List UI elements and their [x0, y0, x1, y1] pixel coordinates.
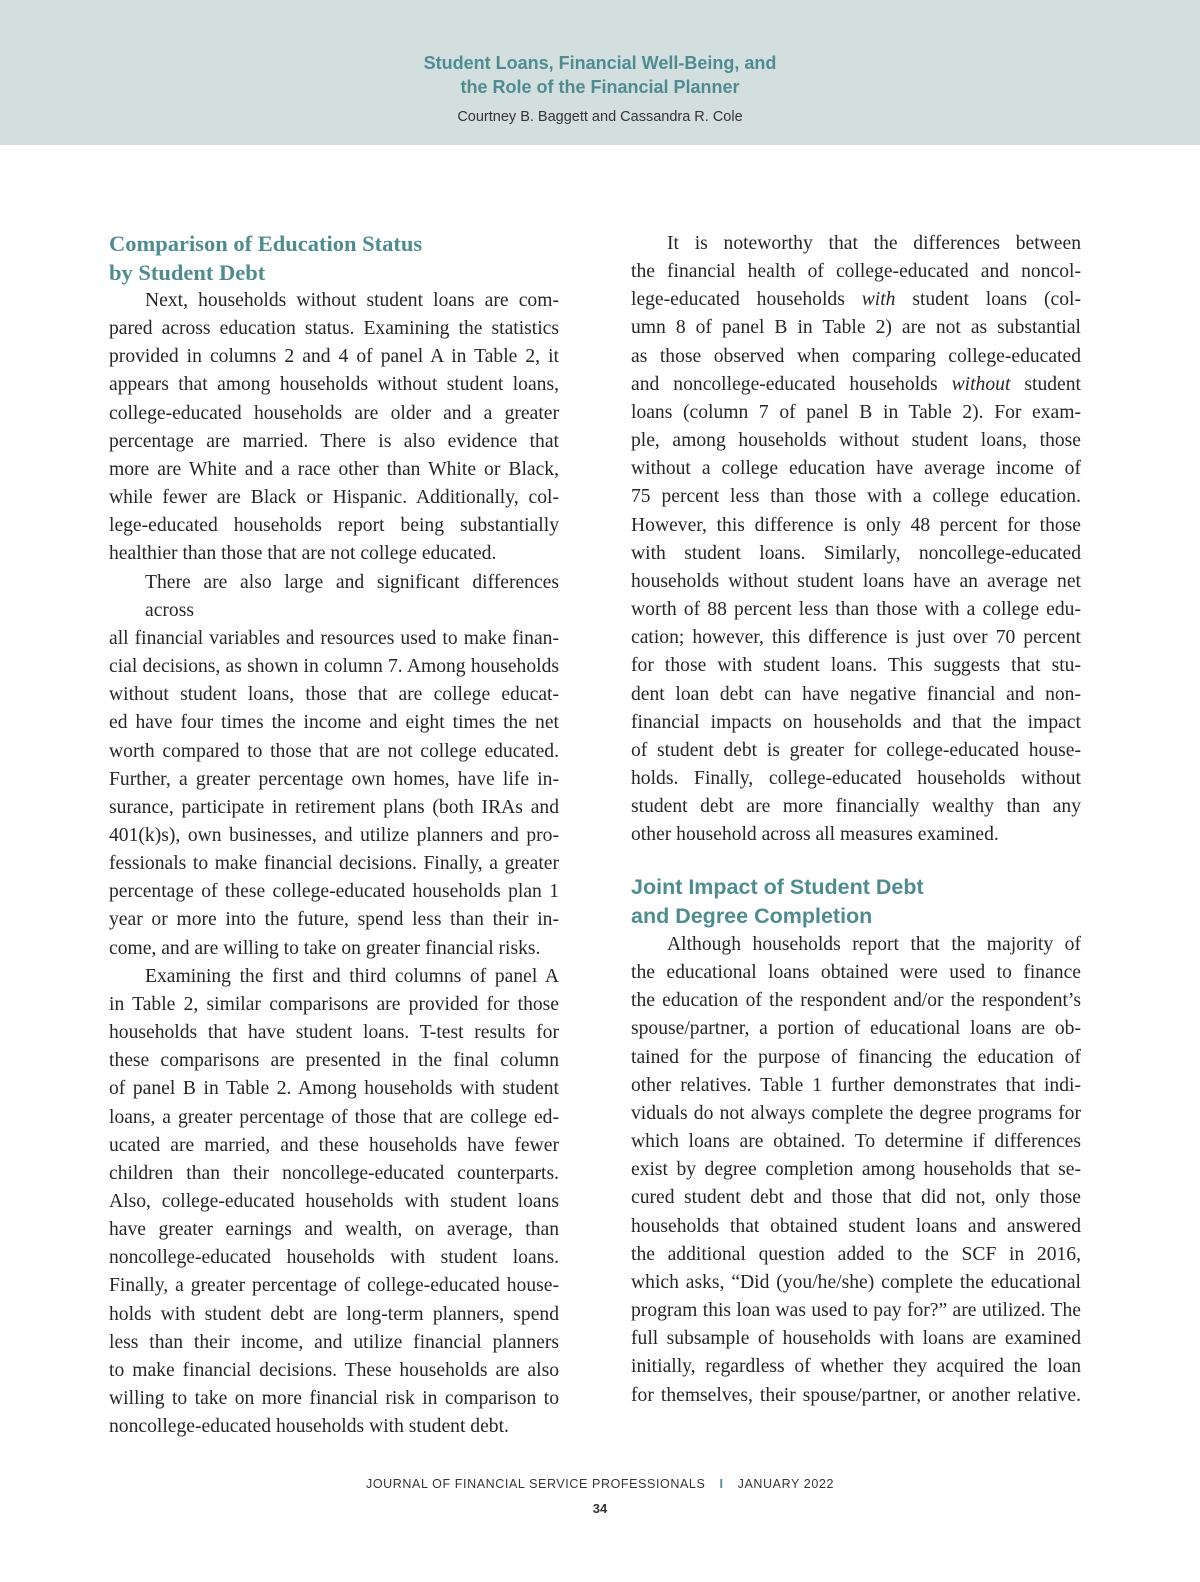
section-heading-joint-impact: [631, 873, 1081, 930]
text-line: these comparisons are presented in the final column: [109, 1050, 559, 1072]
text-line: other relatives. Table 1 further demonstrates that indi-: [631, 1074, 1081, 1096]
text-line: the additional question added to the SCF in 2016,: [631, 1243, 1081, 1265]
text-line: worth compared to those that are not college educated.: [109, 740, 559, 762]
text-line: households that obtained student loans and answered: [631, 1215, 1081, 1237]
left-column: [109, 230, 559, 1441]
text-line: It is noteworthy that the differences between: [667, 233, 1081, 254]
text-line: Further, a greater percentage own homes, have life in-: [109, 768, 559, 790]
text-line: year or more into the future, spend less than their in-: [109, 909, 559, 931]
text-line: more are White and a race other than White or Black,: [109, 458, 559, 480]
heading-text: [631, 873, 1081, 930]
article-authors: Courtney B. Baggett and Cassandra R. Cole: [457, 109, 743, 125]
text-line: loans (column 7 of panel B in Table 2). For exam-: [631, 401, 1081, 423]
text-line: while fewer are Black or Hispanic. Additionally, col-: [109, 487, 559, 509]
text-line: [631, 371, 1081, 399]
text-run: student: [1010, 373, 1081, 395]
text-line: less than their income, and utilize financial planners: [109, 1331, 559, 1353]
text-line: all financial variables and resources used to make finan-: [109, 627, 559, 649]
text-line: ed have four times the income and eight times the net: [109, 712, 559, 734]
section-heading-education-status: [109, 230, 559, 287]
heading-line: by Student Debt: [109, 259, 266, 285]
text-line: 75 percent less than those with a college education.: [631, 486, 1081, 508]
text-line: holds. Finally, college-educated households without: [631, 767, 1081, 789]
text-line: as those observed when comparing college-educated: [631, 345, 1081, 367]
text-line: appears that among households without student loans,: [109, 374, 559, 396]
text-line: to make financial decisions. These households are also: [109, 1359, 559, 1381]
text-line: [631, 286, 1081, 314]
text-line: Although households report that the majority of: [667, 934, 1081, 955]
paragraph-households-with-loans: [109, 963, 559, 1442]
text-line: households without student loans have an average net: [631, 570, 1081, 592]
page-footer: [0, 1475, 1200, 1493]
paragraph-degree-completion: [631, 931, 1081, 1410]
article-title-line-1: Student Loans, Financial Well-Being, and: [423, 53, 777, 73]
text-line: umn 8 of panel B in Table 2) are not as substantial: [631, 317, 1081, 339]
text-line: exist by degree completion among households that se-: [631, 1159, 1081, 1181]
text-line: Also, college-educated households with student loans: [109, 1191, 559, 1212]
text-run: and noncollege-educated households: [631, 373, 952, 395]
text-line: the educational loans obtained were used to finance: [631, 962, 1081, 984]
text-line: healthier than those that are not college educated.: [109, 543, 497, 565]
text-line: children than their noncollege-educated counterparts.: [109, 1162, 559, 1184]
text-line: initially, regardless of whether they acquired the loan: [631, 1356, 1081, 1378]
text-line: holds with student debt are long-term planners, spend: [109, 1303, 559, 1325]
emphasis-without: without: [951, 373, 1011, 395]
journal-name: JOURNAL OF FINANCIAL SERVICE PROFESSIONALS: [366, 1477, 706, 1491]
paragraph-noteworthy-differences: [631, 230, 1081, 849]
text-line: cial decisions, as shown in column 7. Among households: [109, 656, 559, 678]
issue-date: JANUARY 2022: [737, 1477, 834, 1491]
text-line: financial impacts on households and that the impact: [631, 711, 1081, 733]
heading-line: and Degree Completion: [631, 903, 873, 928]
text-line: noncollege-educated households with student loans.: [109, 1247, 559, 1269]
text-line: which asks, “Did (you/he/she) complete the educational: [631, 1271, 1081, 1293]
text-line: lege-educated households report being substantially: [109, 515, 559, 537]
text-line: for those with student loans. This suggests that stu-: [631, 655, 1081, 677]
text-line: Next, households without student loans are com-: [145, 290, 559, 311]
text-line: There are also large and significant differences across: [145, 571, 559, 621]
text-line: pared across education status. Examining the statistics: [109, 318, 559, 340]
text-line: program this loan was used to pay for?” are utilized. The: [631, 1300, 1081, 1322]
text-line: for themselves, their spouse/partner, or another relative.: [631, 1384, 1081, 1406]
text-line: of panel B in Table 2. Among households with student: [109, 1078, 559, 1100]
paragraph-financial-differences: [109, 569, 559, 963]
text-line: However, this difference is only 48 percent for those: [631, 514, 1081, 536]
right-column: [631, 230, 1081, 849]
text-line: noncollege-educated households with student debt.: [109, 1416, 509, 1438]
article-title-line-2: the Role of the Financial Planner: [460, 77, 740, 97]
header-band: [0, 0, 1200, 145]
text-line: the education of the respondent and/or the respondent’s: [631, 990, 1081, 1012]
heading-line: Joint Impact of Student Debt: [631, 875, 924, 899]
text-line: percentage are married. There is also evidence that: [109, 430, 559, 452]
text-line: which loans are obtained. To determine if differences: [631, 1131, 1081, 1153]
text-line: of student debt is greater for college-educated house-: [631, 739, 1081, 761]
text-line: Finally, a greater percentage of college-educated house-: [109, 1275, 559, 1297]
text-run: student loans (col-: [895, 289, 1081, 311]
text-line: worth of 88 percent less than those with a college edu-: [631, 599, 1081, 621]
text-line: provided in columns 2 and 4 of panel A in Table 2, it: [109, 346, 559, 368]
text-line: have greater earnings and wealth, on average, than: [109, 1219, 559, 1241]
page-number: 34: [592, 1501, 608, 1516]
text-line: in Table 2, similar comparisons are provided for those: [109, 993, 559, 1015]
text-line: full subsample of households with loans are examined: [631, 1328, 1081, 1350]
text-line: percentage of these college-educated households plan 1: [109, 881, 559, 903]
text-line: cation; however, this difference is just over 70 percent: [631, 627, 1081, 649]
text-line: ple, among households without student loans, those: [631, 430, 1081, 452]
text-line: fessionals to make financial decisions. Finally, a greater: [109, 853, 559, 875]
text-line: come, and are willing to take on greater financial risks.: [109, 937, 541, 959]
text-line: other household across all measures examined.: [631, 824, 999, 846]
text-line: willing to take on more financial risk in comparison to: [109, 1388, 559, 1410]
text-line: Examining the first and third columns of panel A: [145, 965, 559, 987]
text-line: tained for the purpose of financing the education of: [631, 1046, 1081, 1068]
text-line: student debt are more financially wealthy than any: [631, 796, 1081, 818]
text-run: lege-educated households: [631, 289, 862, 311]
text-line: loans, a greater percentage of those that are college ed-: [109, 1106, 559, 1128]
text-line: spouse/partner, a portion of educational loans are ob-: [631, 1018, 1081, 1040]
text-line: without a college education have average income of: [631, 458, 1081, 480]
text-line: viduals do not always complete the degree programs for: [631, 1102, 1081, 1124]
paragraph-education-no-loans: [109, 287, 559, 569]
text-line: with student loans. Similarly, noncollege-educated: [631, 542, 1081, 564]
heading-line: Comparison of Education Status: [109, 231, 423, 256]
footer-separator: I: [719, 1477, 724, 1491]
text-line: households that have student loans. T-test results for: [109, 1022, 559, 1044]
text-line: the financial health of college-educated and noncol-: [631, 261, 1081, 283]
text-line: 401(k)s), own businesses, and utilize planners and pro-: [109, 824, 559, 846]
text-line: college-educated households are older and a greater: [109, 402, 559, 424]
emphasis-with: with: [861, 289, 896, 311]
text-line: cured student debt and those that did not, only those: [631, 1187, 1081, 1209]
text-line: without student loans, those that are college educat-: [109, 684, 559, 706]
text-line: ucated are married, and these households have fewer: [109, 1134, 559, 1156]
text-line: dent loan debt can have negative financial and non-: [631, 683, 1081, 705]
paragraph-body: [631, 931, 1081, 1410]
text-line: surance, participate in retirement plans (both IRAs and: [109, 796, 559, 818]
